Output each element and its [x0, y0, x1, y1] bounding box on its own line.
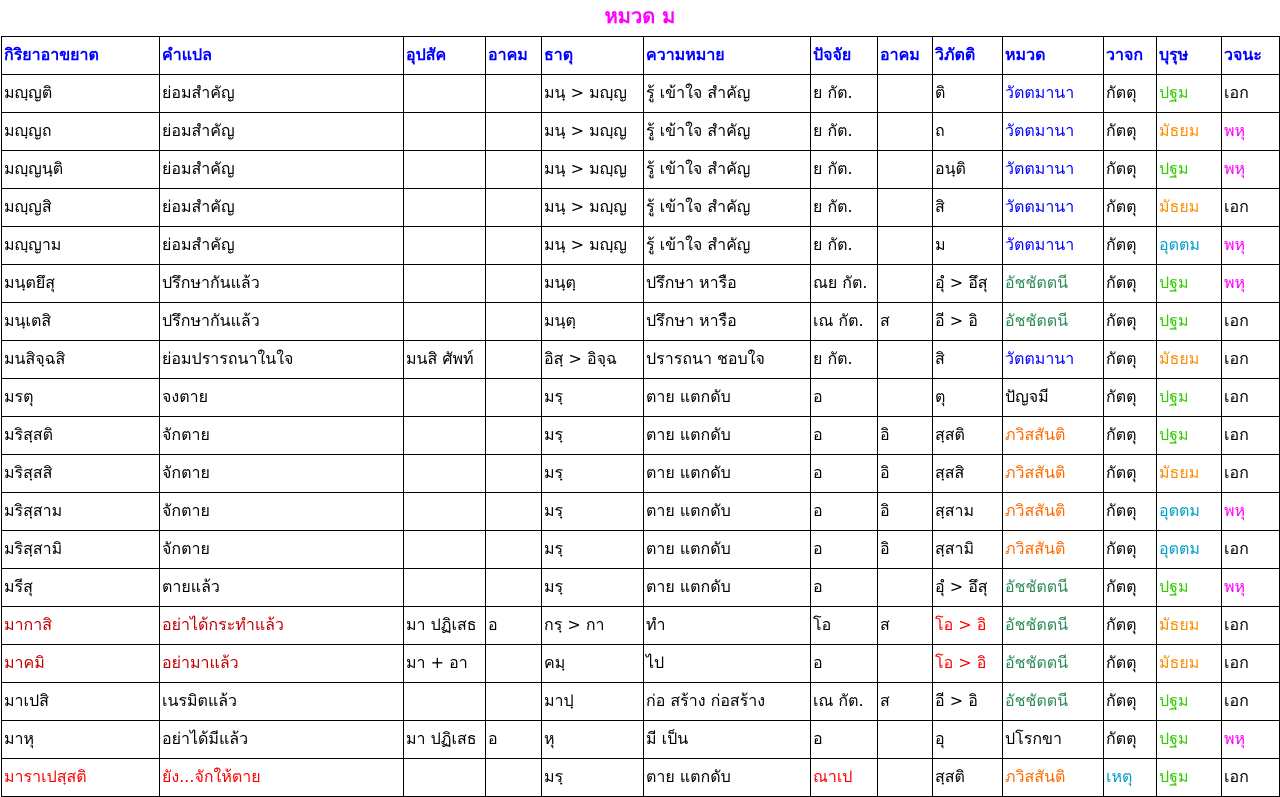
cell-suffix: ณาเป — [811, 759, 878, 797]
cell-root-meaning: ทำ — [644, 607, 811, 645]
cell-root-meaning: ตาย แตกดับ — [644, 569, 811, 607]
cell-suffix: อ — [811, 645, 878, 683]
cell-suffix: อ — [811, 379, 878, 417]
cell-number: พหุ — [1222, 265, 1280, 303]
cell-inflection: สฺสาม — [933, 493, 1003, 531]
cell-number: เอก — [1222, 607, 1280, 645]
cell-root: มนฺ > มญฺญ — [542, 151, 644, 189]
cell-root: มนฺ > มญฺญ — [542, 227, 644, 265]
cell-number: เอก — [1222, 303, 1280, 341]
cell-augment — [486, 569, 542, 607]
cell-inflection: สฺสติ — [933, 759, 1003, 797]
cell-suffix: อ — [811, 493, 878, 531]
cell-suffix: อ — [811, 531, 878, 569]
cell-voice: กัตตุ — [1104, 265, 1157, 303]
cell-prefix — [404, 303, 486, 341]
cell-suffix: ย กัต. — [811, 189, 878, 227]
cell-root-meaning: รู้ เข้าใจ สำคัญ — [644, 151, 811, 189]
cell-person: มัธยม — [1157, 455, 1222, 493]
cell-person: อุตตม — [1157, 531, 1222, 569]
cell-number: พหุ — [1222, 493, 1280, 531]
cell-person: อุตตม — [1157, 493, 1222, 531]
cell-person: ปฐม — [1157, 303, 1222, 341]
cell-root: หุ — [542, 721, 644, 759]
cell-augment — [486, 75, 542, 113]
table-row — [2, 645, 1280, 683]
cell-meaning: จักตาย — [160, 417, 404, 455]
cell-number: พหุ — [1222, 569, 1280, 607]
cell-augment — [486, 151, 542, 189]
cell-root-meaning: รู้ เข้าใจ สำคัญ — [644, 227, 811, 265]
cell-tense: ปัญจมี — [1003, 379, 1104, 417]
cell-root: มนฺตฺ — [542, 265, 644, 303]
cell-prefix — [404, 417, 486, 455]
header-inflection: วิภัตติ — [933, 37, 1003, 75]
cell-augment-2: อิ — [878, 417, 933, 455]
cell-augment-2 — [878, 569, 933, 607]
cell-augment-2: อิ — [878, 531, 933, 569]
cell-augment — [486, 265, 542, 303]
header-verb: กิริยาอาขยาต — [2, 37, 160, 75]
header-suffix: ปัจจัย — [811, 37, 878, 75]
cell-tense: อัชชัตตนี — [1003, 683, 1104, 721]
cell-suffix: ณย กัต. — [811, 265, 878, 303]
cell-person: ปฐม — [1157, 151, 1222, 189]
cell-inflection: อี > อิ — [933, 303, 1003, 341]
cell-tense: วัตตมานา — [1003, 189, 1104, 227]
cell-inflection: อุ — [933, 721, 1003, 759]
cell-person: มัธยม — [1157, 341, 1222, 379]
cell-augment-2 — [878, 113, 933, 151]
cell-augment-2: ส — [878, 303, 933, 341]
cell-prefix — [404, 683, 486, 721]
cell-number: เอก — [1222, 645, 1280, 683]
header-root-meaning: ความหมาย — [644, 37, 811, 75]
cell-prefix — [404, 75, 486, 113]
cell-augment — [486, 189, 542, 227]
cell-meaning: อย่าได้มีแล้ว — [160, 721, 404, 759]
cell-tense: วัตตมานา — [1003, 227, 1104, 265]
header-meaning: คำแปล — [160, 37, 404, 75]
cell-root-meaning: ก่อ สร้าง ก่อสร้าง — [644, 683, 811, 721]
cell-voice: กัตตุ — [1104, 113, 1157, 151]
cell-person: ปฐม — [1157, 265, 1222, 303]
cell-meaning: จงตาย — [160, 379, 404, 417]
cell-person: ปฐม — [1157, 683, 1222, 721]
cell-inflection: ถ — [933, 113, 1003, 151]
cell-voice: กัตตุ — [1104, 75, 1157, 113]
cell-voice: กัตตุ — [1104, 645, 1157, 683]
cell-verb: มริสฺสติ — [2, 417, 160, 455]
header-row — [2, 37, 1280, 75]
cell-suffix: ย กัต. — [811, 75, 878, 113]
cell-voice: กัตตุ — [1104, 189, 1157, 227]
cell-verb: มาหุ — [2, 721, 160, 759]
table-row — [2, 759, 1280, 797]
cell-verb: มญฺญสิ — [2, 189, 160, 227]
cell-number: เอก — [1222, 759, 1280, 797]
cell-augment-2 — [878, 645, 933, 683]
table-row — [2, 721, 1280, 759]
cell-verb: มริสฺสาม — [2, 493, 160, 531]
cell-root: มนฺตฺ — [542, 303, 644, 341]
cell-root-meaning: มี เป็น — [644, 721, 811, 759]
cell-root-meaning: รู้ เข้าใจ สำคัญ — [644, 75, 811, 113]
cell-person: อุตตม — [1157, 227, 1222, 265]
cell-inflection: อุํ > อึสุ — [933, 265, 1003, 303]
cell-prefix — [404, 455, 486, 493]
cell-number: เอก — [1222, 75, 1280, 113]
cell-number: เอก — [1222, 455, 1280, 493]
cell-inflection: อี > อิ — [933, 683, 1003, 721]
page-title: หมวด ม — [604, 4, 676, 28]
cell-meaning: ย่อมสำคัญ — [160, 113, 404, 151]
cell-meaning: จักตาย — [160, 493, 404, 531]
table-body — [2, 75, 1280, 797]
cell-prefix — [404, 569, 486, 607]
cell-inflection: อุํ > อึสุ — [933, 569, 1003, 607]
cell-augment-2 — [878, 151, 933, 189]
cell-root-meaning: ตาย แตกดับ — [644, 759, 811, 797]
cell-root-meaning: ตาย แตกดับ — [644, 417, 811, 455]
cell-meaning: ย่อมสำคัญ — [160, 189, 404, 227]
cell-meaning: ยัง...จักให้ตาย — [160, 759, 404, 797]
table-row — [2, 303, 1280, 341]
cell-inflection: สฺสติ — [933, 417, 1003, 455]
cell-suffix: อ — [811, 569, 878, 607]
table-row — [2, 455, 1280, 493]
cell-voice: กัตตุ — [1104, 721, 1157, 759]
cell-tense: อัชชัตตนี — [1003, 303, 1104, 341]
cell-tense: อัชชัตตนี — [1003, 265, 1104, 303]
cell-voice: กัตตุ — [1104, 455, 1157, 493]
header-voice: วาจก — [1104, 37, 1157, 75]
cell-root-meaning: ตาย แตกดับ — [644, 493, 811, 531]
cell-root: มรฺ — [542, 417, 644, 455]
cell-voice: กัตตุ — [1104, 569, 1157, 607]
cell-prefix — [404, 151, 486, 189]
cell-number: พหุ — [1222, 721, 1280, 759]
cell-augment — [486, 227, 542, 265]
cell-inflection: ติ — [933, 75, 1003, 113]
cell-root: มรฺ — [542, 379, 644, 417]
cell-root: มรฺ — [542, 569, 644, 607]
cell-augment — [486, 645, 542, 683]
cell-root: มรฺ — [542, 531, 644, 569]
cell-voice: เหตุ — [1104, 759, 1157, 797]
cell-person: ปฐม — [1157, 379, 1222, 417]
cell-suffix: โอ — [811, 607, 878, 645]
cell-voice: กัตตุ — [1104, 493, 1157, 531]
cell-tense: วัตตมานา — [1003, 75, 1104, 113]
cell-tense: วัตตมานา — [1003, 113, 1104, 151]
cell-prefix — [404, 759, 486, 797]
cell-inflection: สิ — [933, 341, 1003, 379]
cell-verb: มรตุ — [2, 379, 160, 417]
table-row — [2, 493, 1280, 531]
cell-root-meaning: ปรารถนา ชอบใจ — [644, 341, 811, 379]
header-prefix: อุปสัค — [404, 37, 486, 75]
cell-number: พหุ — [1222, 151, 1280, 189]
cell-voice: กัตตุ — [1104, 341, 1157, 379]
cell-augment-2 — [878, 341, 933, 379]
cell-inflection: โอ > อิ — [933, 645, 1003, 683]
cell-prefix — [404, 493, 486, 531]
cell-root-meaning: ตาย แตกดับ — [644, 531, 811, 569]
cell-meaning: ย่อมปรารถนาในใจ — [160, 341, 404, 379]
cell-verb: มนฺเตสิ — [2, 303, 160, 341]
cell-augment: อ — [486, 607, 542, 645]
table-row — [2, 151, 1280, 189]
cell-augment-2: อิ — [878, 493, 933, 531]
cell-root: มรฺ — [542, 493, 644, 531]
cell-augment — [486, 341, 542, 379]
table-row — [2, 379, 1280, 417]
cell-root-meaning: ปรึกษา หารือ — [644, 265, 811, 303]
cell-number: เอก — [1222, 341, 1280, 379]
cell-tense: วัตตมานา — [1003, 151, 1104, 189]
cell-augment-2 — [878, 75, 933, 113]
cell-augment-2: อิ — [878, 455, 933, 493]
cell-root: มนฺ > มญฺญ — [542, 113, 644, 151]
header-root: ธาตุ — [542, 37, 644, 75]
conjugation-table — [1, 36, 1280, 797]
cell-voice: กัตตุ — [1104, 417, 1157, 455]
table-row — [2, 683, 1280, 721]
cell-augment — [486, 759, 542, 797]
cell-verb: มญฺญาม — [2, 227, 160, 265]
cell-prefix — [404, 265, 486, 303]
cell-inflection: ม — [933, 227, 1003, 265]
cell-tense: อัชชัตตนี — [1003, 645, 1104, 683]
cell-tense: อัชชัตตนี — [1003, 569, 1104, 607]
header-tense: หมวด — [1003, 37, 1104, 75]
cell-root: มาปฺ — [542, 683, 644, 721]
cell-suffix: เณ กัต. — [811, 303, 878, 341]
cell-root-meaning: ตาย แตกดับ — [644, 455, 811, 493]
cell-augment-2 — [878, 227, 933, 265]
cell-root: มนฺ > มญฺญ — [542, 75, 644, 113]
cell-person: ปฐม — [1157, 75, 1222, 113]
cell-root: มนฺ > มญฺญ — [542, 189, 644, 227]
cell-tense: วัตตมานา — [1003, 341, 1104, 379]
cell-augment-2 — [878, 759, 933, 797]
cell-augment — [486, 417, 542, 455]
cell-meaning: ย่อมสำคัญ — [160, 151, 404, 189]
cell-augment: อ — [486, 721, 542, 759]
cell-prefix — [404, 227, 486, 265]
cell-root: คมฺ — [542, 645, 644, 683]
cell-voice: กัตตุ — [1104, 303, 1157, 341]
cell-augment-2: ส — [878, 683, 933, 721]
cell-tense: อัชชัตตนี — [1003, 607, 1104, 645]
cell-voice: กัตตุ — [1104, 151, 1157, 189]
cell-person: มัธยม — [1157, 113, 1222, 151]
cell-augment-2 — [878, 379, 933, 417]
cell-verb: มนฺตยึสุ — [2, 265, 160, 303]
cell-root: อิสฺ > อิจฺฉ — [542, 341, 644, 379]
cell-verb: มาคมิ — [2, 645, 160, 683]
cell-meaning: ย่อมสำคัญ — [160, 75, 404, 113]
cell-verb: มรีสุ — [2, 569, 160, 607]
cell-voice: กัตตุ — [1104, 683, 1157, 721]
cell-inflection: สิ — [933, 189, 1003, 227]
table-row — [2, 417, 1280, 455]
cell-augment — [486, 683, 542, 721]
header-augment: อาคม — [486, 37, 542, 75]
cell-person: มัธยม — [1157, 189, 1222, 227]
cell-suffix: ย กัต. — [811, 113, 878, 151]
cell-voice: กัตตุ — [1104, 607, 1157, 645]
cell-inflection: สฺสามิ — [933, 531, 1003, 569]
cell-voice: กัตตุ — [1104, 531, 1157, 569]
cell-tense: ภวิสสันติ — [1003, 493, 1104, 531]
table-row — [2, 227, 1280, 265]
cell-root-meaning: รู้ เข้าใจ สำคัญ — [644, 113, 811, 151]
table-row — [2, 341, 1280, 379]
cell-meaning: ตายแล้ว — [160, 569, 404, 607]
cell-number: เอก — [1222, 683, 1280, 721]
cell-augment — [486, 455, 542, 493]
cell-number: พหุ — [1222, 113, 1280, 151]
table-row — [2, 531, 1280, 569]
cell-root: กรฺ > กา — [542, 607, 644, 645]
cell-root-meaning: ไป — [644, 645, 811, 683]
cell-tense: ภวิสสันติ — [1003, 759, 1104, 797]
cell-meaning: จักตาย — [160, 455, 404, 493]
cell-suffix: เณ กัต. — [811, 683, 878, 721]
cell-suffix: ย กัต. — [811, 151, 878, 189]
cell-root: มรฺ — [542, 455, 644, 493]
cell-verb: มญฺญถ — [2, 113, 160, 151]
table-row — [2, 607, 1280, 645]
cell-verb: มญฺญติ — [2, 75, 160, 113]
cell-prefix — [404, 113, 486, 151]
cell-prefix — [404, 531, 486, 569]
cell-tense: ภวิสสันติ — [1003, 417, 1104, 455]
cell-number: เอก — [1222, 417, 1280, 455]
cell-verb: มาราเปสฺสติ — [2, 759, 160, 797]
cell-prefix — [404, 189, 486, 227]
cell-verb: มริสฺสสิ — [2, 455, 160, 493]
cell-augment-2 — [878, 721, 933, 759]
cell-augment — [486, 493, 542, 531]
cell-prefix: มา ปฏิเสธ — [404, 607, 486, 645]
cell-number: เอก — [1222, 379, 1280, 417]
cell-meaning: อย่าได้กระทำแล้ว — [160, 607, 404, 645]
cell-augment — [486, 379, 542, 417]
cell-prefix: มนสิ ศัพท์ — [404, 341, 486, 379]
cell-number: พหุ — [1222, 227, 1280, 265]
cell-augment — [486, 113, 542, 151]
cell-augment-2: ส — [878, 607, 933, 645]
cell-root-meaning: ปรึกษา หารือ — [644, 303, 811, 341]
cell-person: ปฐม — [1157, 759, 1222, 797]
cell-verb: มริสฺสามิ — [2, 531, 160, 569]
cell-prefix: มา + อา — [404, 645, 486, 683]
cell-verb: มาเปสิ — [2, 683, 160, 721]
cell-meaning: ปรึกษากันแล้ว — [160, 265, 404, 303]
cell-meaning: ปรึกษากันแล้ว — [160, 303, 404, 341]
cell-inflection: ตุ — [933, 379, 1003, 417]
cell-root-meaning: ตาย แตกดับ — [644, 379, 811, 417]
cell-prefix — [404, 379, 486, 417]
cell-verb: มญฺญนฺติ — [2, 151, 160, 189]
cell-augment-2 — [878, 265, 933, 303]
cell-augment — [486, 303, 542, 341]
cell-person: มัธยม — [1157, 645, 1222, 683]
cell-root: มรฺ — [542, 759, 644, 797]
cell-suffix: ย กัต. — [811, 341, 878, 379]
cell-suffix: อ — [811, 721, 878, 759]
cell-voice: กัตตุ — [1104, 379, 1157, 417]
cell-voice: กัตตุ — [1104, 227, 1157, 265]
cell-inflection: อนฺติ — [933, 151, 1003, 189]
cell-verb: มนสิจฺฉสิ — [2, 341, 160, 379]
cell-person: มัธยม — [1157, 607, 1222, 645]
cell-augment-2 — [878, 189, 933, 227]
cell-meaning: จักตาย — [160, 531, 404, 569]
cell-person: ปฐม — [1157, 721, 1222, 759]
header-number: วจนะ — [1222, 37, 1280, 75]
header-augment-2: อาคม — [878, 37, 933, 75]
table-row — [2, 113, 1280, 151]
cell-tense: ภวิสสันติ — [1003, 531, 1104, 569]
cell-person: ปฐม — [1157, 417, 1222, 455]
cell-root-meaning: รู้ เข้าใจ สำคัญ — [644, 189, 811, 227]
cell-inflection: โอ > อิ — [933, 607, 1003, 645]
table-row — [2, 569, 1280, 607]
cell-person: ปฐม — [1157, 569, 1222, 607]
cell-number: เอก — [1222, 189, 1280, 227]
cell-tense: ปโรกขา — [1003, 721, 1104, 759]
cell-tense: ภวิสสันติ — [1003, 455, 1104, 493]
cell-inflection: สฺสสิ — [933, 455, 1003, 493]
cell-meaning: ย่อมสำคัญ — [160, 227, 404, 265]
cell-suffix: อ — [811, 455, 878, 493]
cell-prefix: มา ปฏิเสธ — [404, 721, 486, 759]
cell-augment — [486, 531, 542, 569]
cell-number: เอก — [1222, 531, 1280, 569]
cell-meaning: เนรมิตแล้ว — [160, 683, 404, 721]
table-row — [2, 189, 1280, 227]
cell-suffix: ย กัต. — [811, 227, 878, 265]
cell-meaning: อย่ามาแล้ว — [160, 645, 404, 683]
table-row — [2, 265, 1280, 303]
header-person: บุรุษ — [1157, 37, 1222, 75]
table-row — [2, 75, 1280, 113]
cell-suffix: อ — [811, 417, 878, 455]
cell-verb: มากาสิ — [2, 607, 160, 645]
